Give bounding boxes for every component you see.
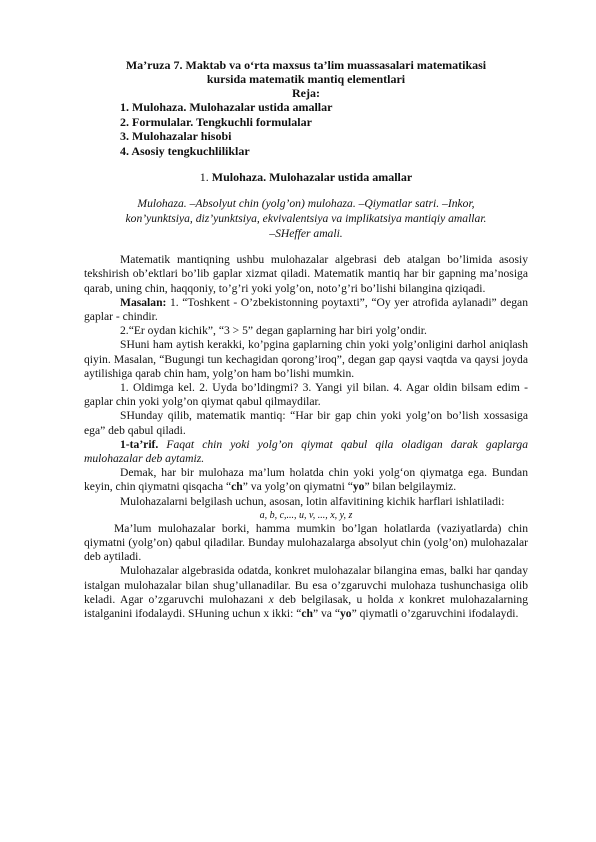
definition-paragraph [84,438,528,466]
keywords-line-3: –SHeffer amali. [269,227,343,241]
ch-symbol: ch [231,480,243,494]
example-text: 1. “Toshkent - O’zbekistonning poytaxti”, “Oy yer atrofida aylanadi” degan gaplar - chindir. [84,295,528,324]
lecture-title [84,58,528,100]
paragraph: SHunday qilib, matematik mantiq: “Har bir gap chin yoki yolg’on bo’lish xossasiga ega” deb qabul qiladi. [84,409,528,437]
paragraph: Mulohazalarni belgilash uchun, asosan, lotin alfavitining kichik harflari ishlatiladi: [120,494,505,508]
paragraph [84,564,528,621]
plan-item: 1. Mulohaza. Mulohazalar ustida amallar [120,100,333,114]
paragraph: SHuni ham aytish kerakki, ko’pgina gaplarning chin yoki yolg’onligini darhol aniqlash qiyin. Masalan, “Bugungi tun kechagidan qorong’iroq”, degan gap qaysi vaqtda va qaysi joyda aytilishiga qarab chin ham, yolg’on ham bo’lishi mumkin. [84,338,528,380]
text-run: ” bilan belgilaymiz. [364,480,457,494]
plan-item: 2. Formulalar. Tengkuchli formulalar [120,114,312,129]
yo-symbol: yo [340,607,352,621]
paragraph: 2.“Er oydan kichik”, “3 > 5” degan gaplarning har biri yolg’ondir. [120,324,427,338]
plan-heading: Reja: [292,86,320,100]
variable-x: x [398,592,404,606]
plan-item: 3. Mulohazalar hisobi [120,129,232,143]
section-title: Mulohaza. Mulohazalar ustida amallar [211,170,413,184]
variable-x: x [268,592,274,606]
ch-symbol: ch [301,607,313,621]
plan-list [120,100,528,158]
title-line-1: Ma’ruza 7. Maktab va o‘rta maxsus ta’lim muassasalari matematikasi [125,58,487,72]
paragraph: 1. Oldimga kel. 2. Uyda bo’ldingmi? 3. Yangi yil bilan. 4. Agar oldin bilsam edim - gaplar chin yoki yolg’on qiymat qabul qilmaydilar. [84,381,528,409]
text-run: Mulohazalar algebrasida odatda, konkret mulohazalar bilangina emas, balki har qanday istalgan mulohazalar bilan shug’ullanadilar. Bu esa o’zgaruvchi mulohaza tushunchasiga olib keladi. Agar o’zgaruvchi mulohazani [84,564,528,606]
paragraph [84,466,528,494]
text-run: ” va “ [312,607,340,621]
keywords-block [84,196,528,241]
text-run: ” qiymatli o’zgaruvchini ifodalaydi. [351,607,519,621]
keywords-line-1: Mulohaza. –Absolyut chin (yolg’on) mulohaza. –Qiymatlar satri. –Inkor, [137,197,475,211]
plan-item: 4. Asosiy tengkuchliliklar [120,143,250,158]
variable-list: a, b, c,..., u, v, ..., x, y, z [259,509,353,521]
document-page [84,58,528,621]
text-run: deb belgilasak, u holda [273,592,399,606]
definition-label: 1-ta’rif. [120,437,159,451]
section-number: 1. [199,170,209,184]
example-label: Masalan: [120,295,167,309]
keywords-line-2: kon’yunktsiya, diz’yunktsiya, ekvivalentsiya va implikatsiya mantiqiy amallar. [125,212,487,226]
paragraph-example [84,296,528,324]
section-heading [84,170,528,184]
text-run: Demak, har bir mulohaza ma’lum holatda chin yoki yolg‘on qiymatga ega. Bundan keyin, chin qiymatni qisqacha “ [84,466,528,494]
definition-text: Faqat chin yoki yolg’on qiymat qabul qila oladigan darak gaplarga mulohazalar deb aytamiz. [84,437,528,466]
text-run: konkret mulohazalarning istalganini ifodalaydi. SHuning uchun x ikki: “ [84,592,528,621]
paragraph: Matematik mantiqning ushbu mulohazalar algebrasi deb atalgan bo’limida asosiy tekshirish ob’ektlari bo’lib gaplar xizmat qiladi. Matematik mantiq har bir gapning ma’nosiga qarab, uning chin, haqqoniy, to’g’ri yoki yolg’on, noto’g’ri bo’lishi bilangina qiziqadi. [84,253,528,295]
yo-symbol: yo [352,480,365,494]
text-run: ” va yolg’on qiymatni “ [242,480,353,494]
title-line-2: kursida matematik mantiq elementlari [206,72,406,86]
paragraph: Ma’lum mulohazalar borki, hamma mumkin bo’lgan holatlarda (vaziyatlarda) chin qiymatni (yolg’on) qabul qiladilar. Bunday mulohazalarga absolyut chin (yolg’on) mulohazalar deb aytiladi. [84,521,528,564]
